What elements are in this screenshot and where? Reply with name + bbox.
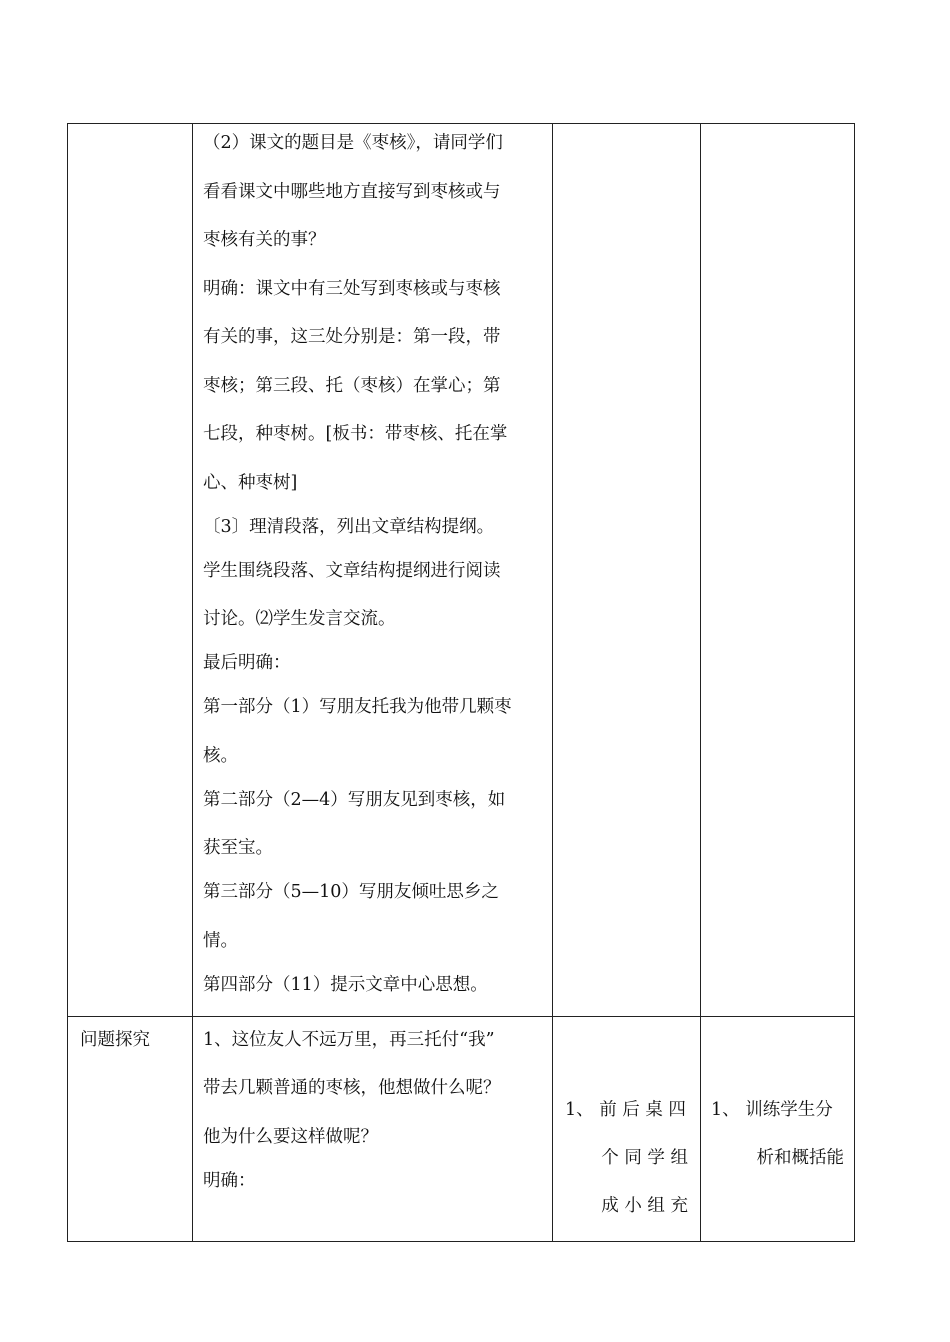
- content-line: 有关的事，这三处分别是：第一段，带: [203, 327, 501, 347]
- table-row: [68, 124, 855, 1017]
- content-line: 枣核有关的事？: [203, 230, 326, 250]
- content-line: 明确：: [203, 1170, 256, 1191]
- content-line: 心、种枣树]: [203, 472, 298, 493]
- stage-label: 问题探究: [80, 1029, 150, 1050]
- content-line: 〔3〕理清段落，列出文章结构提纲。: [203, 516, 495, 537]
- content-line: 情。: [203, 930, 238, 951]
- stage-cell: [68, 124, 193, 1017]
- teaching-content-cell: [193, 124, 553, 1017]
- intent-line: 1、 训练学生分: [711, 1099, 833, 1120]
- content-line: 第三部分（5—10）写朋友倾吐思乡之: [203, 882, 499, 902]
- content-line: 核。: [203, 745, 238, 766]
- lesson-table: [67, 123, 855, 1242]
- activity-line: 个 同 学 组: [601, 1147, 688, 1168]
- content-line: 枣核；第三段、托（枣核）在掌心；第: [203, 375, 501, 396]
- content-line: 讨论。⑵学生发言交流。: [203, 609, 396, 629]
- student-activity-cell: [553, 1016, 701, 1241]
- teaching-content-cell: [193, 1016, 553, 1241]
- intent-line: 析和概括能: [756, 1147, 844, 1168]
- content-line: （2）课文的题目是《枣核》，请同学们: [203, 133, 503, 153]
- content-line: 学生围绕段落、文章结构提纲进行阅读: [203, 560, 501, 581]
- content-line: 第二部分（2—4）写朋友见到枣核，如: [203, 789, 506, 810]
- content-line: 第一部分（1）写朋友托我为他带几颗枣: [203, 697, 512, 717]
- content-line: 明确：课文中有三处写到枣核或与枣核: [203, 278, 501, 299]
- activity-line: 1、 前 后 桌 四: [565, 1099, 686, 1120]
- student-activity-cell: [553, 124, 701, 1017]
- stage-cell: [68, 1016, 193, 1241]
- content-line: 最后明确：: [203, 653, 291, 673]
- design-intent-cell: [701, 1016, 855, 1241]
- content-line: 带去几颗普通的枣核，他想做什么呢？: [203, 1078, 501, 1098]
- activity-line: 成 小 组 充: [601, 1195, 688, 1216]
- content-line: 获至宝。: [203, 838, 273, 858]
- content-line: 1、这位友人不远万里，再三托付“我”: [203, 1029, 495, 1050]
- table-row: [68, 1016, 855, 1241]
- design-intent-cell: [701, 124, 855, 1017]
- content-line: 第四部分（11）提示文章中心思想。: [203, 974, 488, 995]
- content-line: 看看课文中哪些地方直接写到枣核或与: [203, 181, 501, 202]
- content-line: 七段，种枣树。[板书：带枣核、托在掌: [203, 424, 508, 444]
- content-line: 他为什么要这样做呢？: [203, 1126, 378, 1147]
